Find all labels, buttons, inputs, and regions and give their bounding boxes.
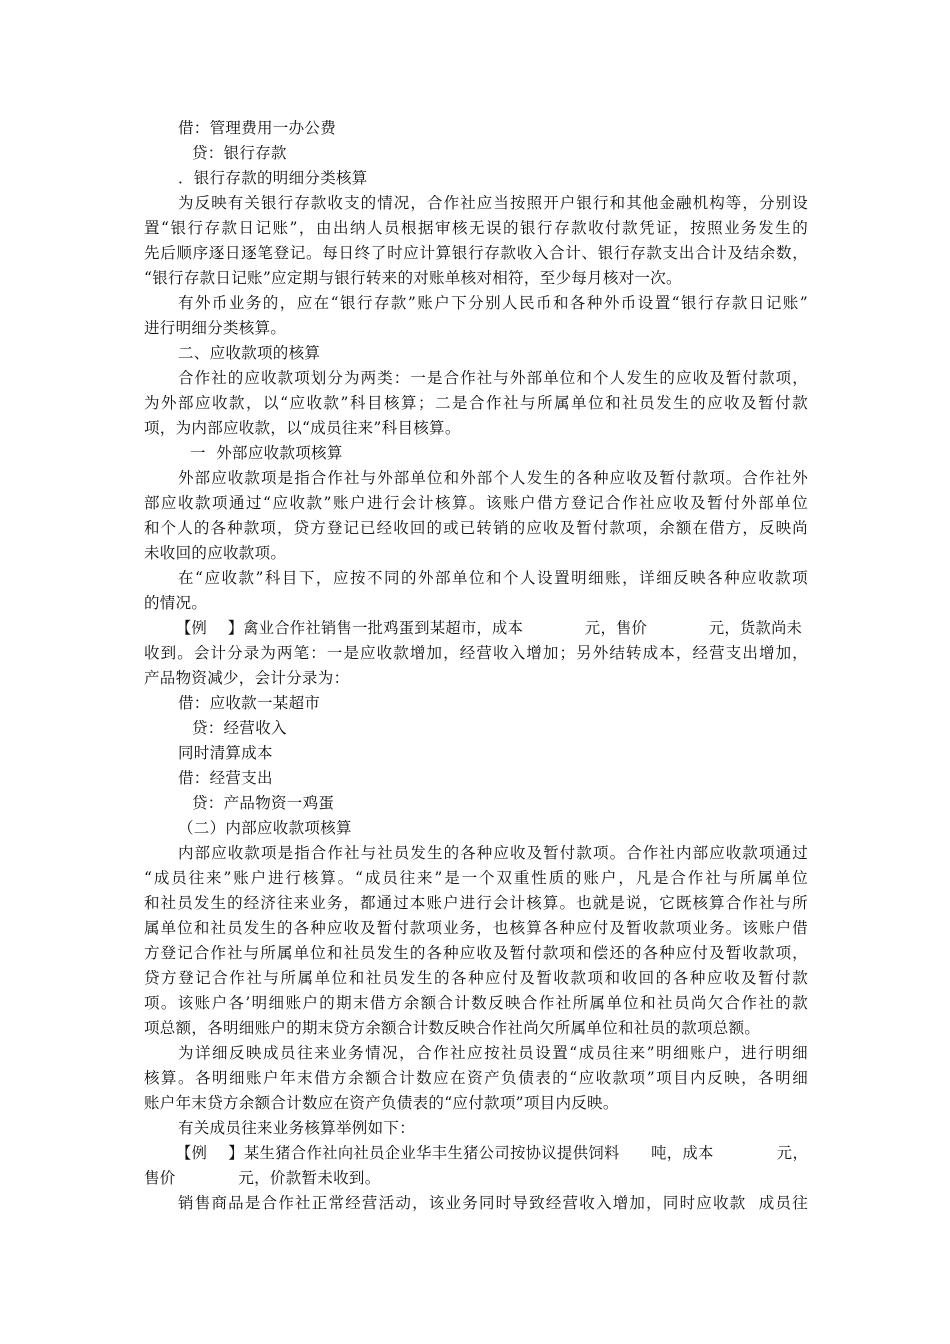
paragraph-line: 有关成员往来业务核算举例如下：: [178, 1119, 416, 1137]
paragraph-line: 同时清算成本: [178, 744, 273, 762]
paragraph-line: 先后顺序逐日逐笔登记。每日终了时应计算银行存款收入合计、银行存款支出合计及结余数，: [144, 244, 808, 262]
paragraph-line: 销售商品是合作社正常经营活动，该业务同时导致经营收入增加，同时应收款 成员往: [178, 1194, 808, 1212]
paragraph-line: 核算。各明细账户年末借方余额合计数应在资产负债表的“应收款项”项目内反映，各明细: [144, 1069, 808, 1087]
paragraph-line: 属单位和社员发生的各种应收及暂付款项业务，也核算各种应付及暂收款项业务。该账户借: [144, 919, 808, 937]
paragraph-line: 为外部应收款，以“应收款”科目核算；二是合作社与所属单位和社员发生的应收及暂付款: [144, 394, 808, 412]
example-line: 【例 】禽业合作社销售一批鸡蛋到某超市，成本 元，售价 元，货款尚未: [176, 619, 803, 637]
paragraph-line: 和个人的各种款项，贷方登记已经收回的或已转销的应收及暂付款项，余额在借方，反映尚: [144, 519, 808, 537]
paragraph-line: “成员往来”账户进行核算。“成员往来”是一个双重性质的账户，凡是合作社与所属单位: [144, 869, 808, 887]
journal-credit-line: 贷：银行存款: [192, 144, 287, 162]
paragraph-line: 合作社的应收款项划分为两类：一是合作社与外部单位和个人发生的应收及暂付款项，: [178, 369, 808, 387]
paragraph-line: 账户年末贷方余额合计数应在资产负债表的“应付款项”项目内反映。: [144, 1094, 619, 1112]
paragraph-line: 为反映有关银行存款收支的情况，合作社应当按照开户银行和其他金融机构等，分别设: [178, 194, 808, 212]
paragraph-line: 的情况。: [144, 594, 208, 612]
subsection-heading: 一 外部应收款项核算: [190, 444, 343, 462]
paragraph-line: 在“应收款”科目下，应按不同的外部单位和个人设置明细账，详细反映各种应收款项: [178, 569, 808, 587]
example-line: 【例 】某生猪合作社向社员企业华丰生猪公司按协议提供饲料 吨，成本 元，: [176, 1144, 808, 1162]
section-heading: 二、应收款项的核算: [178, 344, 321, 362]
subsection-heading: （二）内部应收款项核算: [178, 819, 352, 837]
section-heading: ．银行存款的明细分类核算: [178, 169, 368, 187]
paragraph-line: 项，为内部应收款，以“成员往来”科目核算。: [144, 419, 461, 437]
paragraph-line: 置“银行存款日记账”，由出纳人员根据审核无误的银行存款收付款凭证，按照业务发生的: [144, 219, 808, 237]
paragraph-line: 外部应收款项是指合作社与外部单位和外部个人发生的各种应收及暂付款项。合作社外: [178, 469, 808, 487]
journal-credit-line: 贷：产品物资一鸡蛋: [192, 794, 335, 812]
paragraph-line: 有外币业务的，应在“银行存款”账户下分别人民币和各种外币设置“银行存款日记账”: [178, 294, 808, 312]
paragraph-line: “银行存款日记账”应定期与银行转来的对账单核对相符，至少每月核对一次。: [144, 269, 682, 287]
journal-credit-line: 贷：经营收入: [192, 719, 287, 737]
paragraph-line: 收到。会计分录为两笔：一是应收款增加，经营收入增加；另外结转成本，经营支出增加，: [144, 644, 808, 662]
paragraph-line: 贷方登记合作社与所属单位和社员发生的各种应付及暂收款项和收回的各种应收及暂付款: [144, 969, 808, 987]
paragraph-line: 为详细反映成员往来业务情况，合作社应按社员设置“成员往来”明细账户，进行明细: [178, 1044, 808, 1062]
paragraph-line: 项。该账户各’明细账户的期末借方余额合计数反映合作社所属单位和社员尚欠合作社的款: [144, 994, 808, 1012]
paragraph-line: 未收回的应收款项。: [144, 544, 287, 562]
paragraph-line: 方登记合作社与所属单位和社员发生的各种应收及暂付款项和偿还的各种应付及暂收款项，: [144, 944, 808, 962]
paragraph-line: 产品物资减少，会计分录为：: [144, 669, 350, 687]
journal-debit-line: 借：应收款一某超市: [178, 694, 321, 712]
paragraph-line: 内部应收款项是指合作社与社员发生的各种应收及暂付款项。合作社内部应收款项通过: [178, 844, 808, 862]
paragraph-line: 进行明细分类核算。: [144, 319, 287, 337]
paragraph-line: 售价 元，价款暂未收到。: [144, 1169, 381, 1187]
journal-debit-line: 借：经营支出: [178, 769, 273, 787]
paragraph-line: 部应收款项通过“应收款”账户进行会计核算。该账户借方登记合作社应收及暂付外部单位: [144, 494, 808, 512]
paragraph-line: 和社员发生的经济往来业务，都通过本账户进行会计核算。也就是说，它既核算合作社与所: [144, 894, 808, 912]
journal-debit-line: 借：管理费用一办公费: [178, 119, 337, 137]
paragraph-line: 项总额，各明细账户的期末贷方余额合计数反映合作社尚欠所属单位和社员的款项总额。: [144, 1019, 761, 1037]
